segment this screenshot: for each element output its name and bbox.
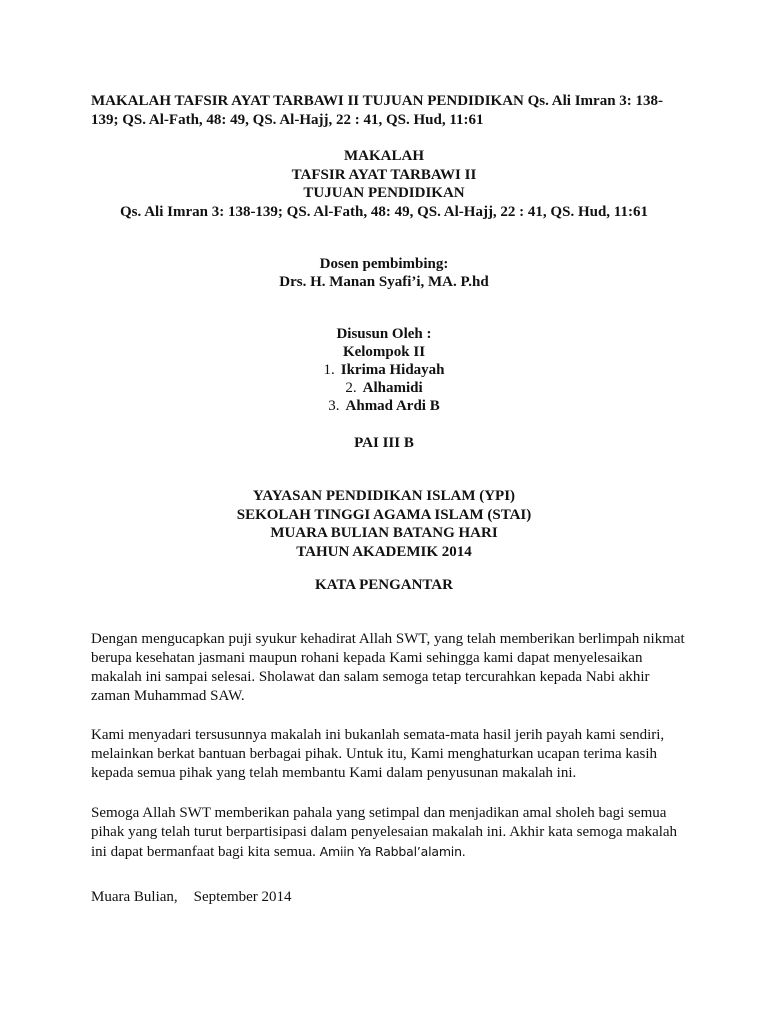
member-name: Ahmad Ardi B xyxy=(345,398,440,414)
class-name: PAI III B xyxy=(354,435,414,451)
list-item xyxy=(0,397,768,415)
member-number: 1. xyxy=(323,362,335,378)
signoff-date: September 2014 xyxy=(193,889,292,905)
foreword-paragraph-3 xyxy=(91,804,691,862)
cover-line-verses: Qs. Ali Imran 3: 138-139; QS. Al-Fath, 48: 49, QS. Al-Hajj, 22 : 41, QS. Hud, 11:61 xyxy=(120,203,648,220)
compiled-by-block xyxy=(0,325,768,415)
foreword-paragraph-1: Dengan mengucapkan puji syukur kehadirat Allah SWT, yang telah memberikan berlimpah nikmat berupa kesehatan jasmani maupun rohani kepada Kami sehingga kami dapat menyelesaikan makalah ini sampai selesai. Sholawat dan salam semoga tetap tercurahkan kepada Nabi akhir zaman Muhammad SAW. xyxy=(91,631,685,704)
cover-title-block xyxy=(0,147,768,221)
closing-prayer: Amiin Ya Rabbal’alamin. xyxy=(319,844,466,859)
foreword-paragraph-2: Kami menyadari tersusunnya makalah ini bukanlah semata-mata hasil jerih payah kami sendiri, melainkan berkat bantuan berbagai pihak. Untuk itu, Kami menghaturkan ucapan terima kasih kepada semua pihak yang telah membantu Kami dalam penyusunan makalah ini. xyxy=(91,727,665,781)
academic-year: TAHUN AKADEMIK 2014 xyxy=(296,543,472,560)
advisor-block xyxy=(0,255,768,291)
institution-college: SEKOLAH TINGGI AGAMA ISLAM (STAI) xyxy=(236,506,532,523)
signoff-place: Muara Bulian, xyxy=(91,889,178,905)
institution-foundation: YAYASAN PENDIDIKAN ISLAM (YPI) xyxy=(252,488,516,504)
foreword-paragraph-3-text: Semoga Allah SWT memberikan pahala yang setimpal dan menjadikan amal sholeh bagi semua pihak yang telah turut berpartisipasi dalam penyelesaian makalah ini. Akhir kata semoga makalah ini dapat bermanfaat bagi kita semua. xyxy=(91,805,678,860)
list-item xyxy=(0,361,768,379)
member-name: Ikrima Hidayah xyxy=(340,362,445,378)
cover-line-topic: TUJUAN PENDIDIKAN xyxy=(303,185,465,201)
institution-location: MUARA BULIAN BATANG HARI xyxy=(270,525,498,541)
compiled-by-label: Disusun Oleh : xyxy=(336,326,432,342)
document-heading: MAKALAH TAFSIR AYAT TARBAWI II TUJUAN PENDIDIKAN Qs. Ali Imran 3: 138-139; QS. Al-Fath, 48: 49, QS. Al-Hajj, 22 : 41, QS. Hud, 11:61 xyxy=(91,93,664,128)
cover-line-course: TAFSIR AYAT TARBAWI II xyxy=(291,166,477,183)
member-name: Alhamidi xyxy=(362,380,423,396)
group-name: Kelompok II xyxy=(342,344,426,360)
cover-line-makalah: MAKALAH xyxy=(344,148,424,164)
institution-block xyxy=(0,487,768,561)
member-number: 2. xyxy=(345,380,357,396)
advisor-label: Dosen pembimbing: xyxy=(319,256,449,272)
advisor-name: Drs. H. Manan Syafi’i, MA. P.hd xyxy=(279,274,489,290)
foreword-title: KATA PENGANTAR xyxy=(315,577,453,593)
member-list xyxy=(0,361,768,415)
signoff xyxy=(91,888,292,906)
member-number: 3. xyxy=(328,398,340,414)
list-item xyxy=(0,379,768,397)
